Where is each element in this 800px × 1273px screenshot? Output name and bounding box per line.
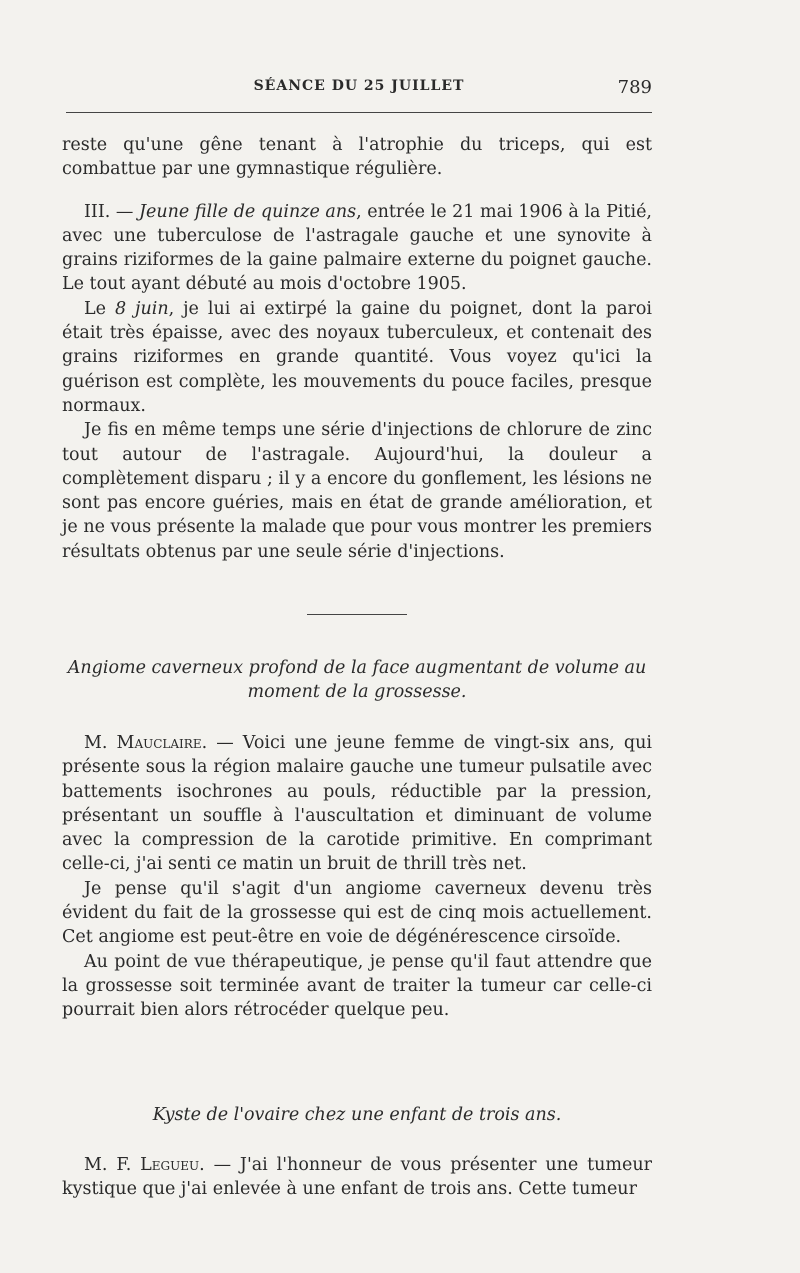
case-number: III. — (84, 201, 140, 222)
header-rule (66, 112, 652, 113)
section-title-line-1: Angiome caverneux profond de la face augmentant de volume au (67, 658, 647, 678)
paragraph-angiome-diagnosis: Je pense qu'il s'agit d'un angiome caverneux devenu très évident du fait de la grossesse qui est de cinq mois actuellement. Cet angiome est peut-être en voie de dégénérescence cirsoïde. (62, 878, 652, 948)
speaker-text: — J'ai l'honneur de vous présenter une tumeur kystique que j'ai enlevée à une enfant de trois ans. Cette tumeur (62, 1155, 652, 1200)
paragraph-case-iii (62, 200, 652, 297)
surgery-lead: Le (84, 298, 115, 319)
paragraph-legueu (62, 1153, 652, 1202)
speaker-name: M. Mauclaire. (84, 733, 208, 753)
section-title-line-2: moment de la grossesse. (247, 682, 467, 702)
case-body: , entrée le 21 mai 1906 à la Pitié, avec une tuberculose de l'astragale gauche et une synovite à grains riziformes de la gaine palmaire externe du poignet gauche. Le tout ayant débuté au mois d'octobre 1905. (62, 201, 652, 295)
speaker-text: — Voici une jeune femme de vingt-six ans, qui présente sous la région malaire gauche une tumeur pulsatile avec battements isochrones au pouls, réductible par la pression, présentant un souffle à l'auscultation et diminuant de volume avec la compression de la carotide primitive. En comprimant celle-ci, j'ai senti ce matin un bruit de thrill très net. (62, 733, 652, 875)
paragraph-angiome-therapy: Au point de vue thérapeutique, je pense qu'il faut attendre que la grossesse soit terminée avant de traiter la tumeur car celle-ci pourrait bien alors rétrocéder quelque peu. (62, 951, 652, 1021)
paragraph-injections: Je fis en même temps une série d'injections de chlorure de zinc tout autour de l'astragale. Aujourd'hui, la douleur a complètement disparu ; il y a encore du gonflement, les lésions ne sont pas encore guéries, mais en état de grande amélioration, et je ne vous présente la malade que pour vous montrer les premiers résultats obtenus par une seule série d'injections. (62, 420, 652, 562)
running-title: SÉANCE DU 25 JUILLET (253, 78, 465, 94)
running-header (66, 78, 652, 102)
surgery-date: 8 juin (114, 298, 169, 319)
surgery-body: , je lui ai extirpé la gaine du poignet, dont la paroi était très épaisse, avec des noyaux tuberculeux, et contenait des grains riziformes en grande quantité. Vous voyez qu'ici la guérison est complète, les mouvements du pouce faciles, presque normaux. (62, 298, 653, 416)
section-title-kyste: Kyste de l'ovaire chez une enfant de trois ans. (152, 1105, 562, 1125)
case-title: Jeune fille de quinze ans (139, 201, 357, 222)
paragraph-continuation: reste qu'une gêne tenant à l'atrophie du triceps, qui est combattue par une gymnastique régulière. (62, 135, 652, 180)
case-iii-block (62, 133, 652, 564)
paragraph-mauclaire (62, 731, 652, 877)
paragraph-surgery (62, 297, 652, 418)
kyste-block (62, 1153, 652, 1202)
section-separator (307, 614, 407, 615)
section-title-angiome (62, 656, 652, 704)
page-number: 789 (617, 77, 652, 98)
angiome-block (62, 731, 652, 1023)
speaker-name: M. F. Legueu. (84, 1155, 205, 1175)
